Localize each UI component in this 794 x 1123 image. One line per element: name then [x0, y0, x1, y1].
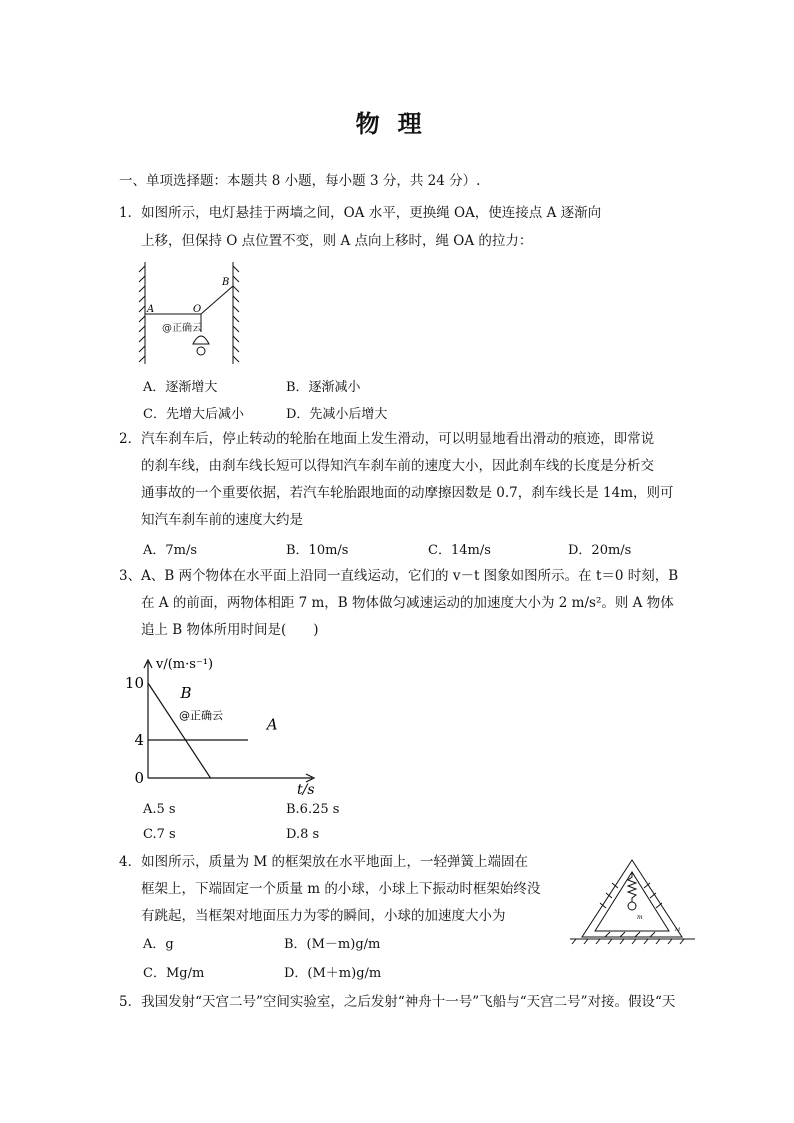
- q3-option-d: D.8 s: [286, 827, 320, 842]
- page-title: 物 理: [355, 109, 427, 138]
- label-o: O: [193, 304, 202, 315]
- q2-option-a: A．7m/s: [143, 543, 198, 558]
- series-line-b: [148, 683, 211, 778]
- q1-line-2: 上移，但保持 O 点位置不变，则 A 点向上移时，绳 OA 的拉力：: [141, 233, 533, 249]
- q1-option-d: D．先减小后增大: [286, 407, 388, 422]
- q3-option-b: B.6.25 s: [286, 802, 340, 817]
- y-axis-label: v/(m·s⁻¹): [156, 657, 214, 672]
- q2-line-3: 通事故的一个重要依据，若汽车轮胎跟地面的动摩擦因数是 0.7，刹车线长是 14m，则可: [141, 485, 674, 501]
- q2-option-b: B．10m/s: [286, 543, 349, 558]
- lamp-bulb: [197, 347, 205, 355]
- vt-chart: [115, 648, 325, 798]
- q2-line-1: 2．汽车刹车后，停止转动的轮胎在地面上发生滑动，可以明显地看出滑动的痕迹，即常说: [119, 431, 655, 447]
- q2-line-2: 的刹车线，由刹车线长短可以得知汽车刹车前的速度大小，因此刹车线的长度是分析交: [141, 458, 654, 474]
- q2-option-c: C．14m/s: [428, 543, 491, 558]
- q4-option-a: A．g: [143, 937, 174, 952]
- q5-line-1: 5．我国发射“天宫二号”空间实验室，之后发射“神舟十一号”飞船与“天宫二号”对接。假设“天: [119, 994, 676, 1010]
- q3-line-1: 3、A、B 两个物体在水平面上沿同一直线运动，它们的 v－t 图象如图所示。在 t＝0 时刻，B: [119, 568, 679, 584]
- q3-line-2: 在 A 的前面，两物体相距 7 m，B 物体做匀减速运动的加速度大小为 2 m/s²。则 A 物体: [141, 595, 674, 611]
- q4-option-b: B．(M－m)g/m: [284, 937, 381, 952]
- section-heading: 一、单项选择题：本题共 8 小题，每小题 3 分，共 24 分）.: [119, 173, 481, 189]
- q4-option-d: D．(M＋m)g/m: [284, 966, 382, 981]
- series-label-a: A: [266, 715, 278, 734]
- label-big-m: M: [675, 927, 681, 933]
- ball: [628, 902, 636, 910]
- q2-option-d: D．20m/s: [568, 543, 632, 558]
- q1-option-b: B．逐渐减小: [286, 380, 361, 395]
- label-a: A: [147, 304, 155, 315]
- watermark: @正确云: [162, 323, 202, 334]
- q1-line-1: 1．如图所示，电灯悬挂于两墙之间，OA 水平，更换绳 OA，使连接点 A 逐渐向: [119, 205, 602, 221]
- q4-figure: [570, 855, 695, 945]
- q3-option-a: A.5 s: [143, 802, 176, 817]
- q3-option-c: C.7 s: [143, 827, 176, 842]
- lamp-shade: [193, 336, 209, 344]
- q2-line-4: 知汽车刹车前的速度大约是: [141, 512, 303, 528]
- chart-axes: [144, 660, 314, 782]
- series-label-b: B: [180, 684, 192, 703]
- q3-line-3: 追上 B 物体所用时间是( ): [141, 622, 319, 638]
- label-b: B: [222, 277, 230, 288]
- label-small-m: m: [637, 914, 643, 921]
- y-tick-label-4: 4: [134, 731, 144, 749]
- x-axis-label: t/s: [297, 782, 315, 798]
- q4-line-3: 有跳起，当框架对地面压力为零的瞬间，小球的加速度大小为: [141, 908, 506, 924]
- y-tick-label-10: 10: [124, 674, 144, 692]
- chart-watermark: @正确云: [179, 709, 223, 722]
- right-wall-hatching: [233, 266, 239, 362]
- q4-option-c: C．Mg/m: [143, 966, 205, 981]
- q1-option-a: A．逐渐增大: [143, 380, 218, 395]
- ground-hatching: [572, 939, 684, 944]
- q4-line-1: 4．如图所示，质量为 M 的框架放在水平地面上，一轻弹簧上端固在: [119, 854, 528, 870]
- left-wall-hatching: [139, 266, 145, 362]
- q1-option-c: C．先增大后减小: [143, 407, 244, 422]
- q1-figure: [135, 258, 250, 368]
- y-tick-label-0: 0: [134, 769, 144, 787]
- q4-line-2: 框架上，下端固定一个质量 m 的小球，小球上下振动时框架始终没: [141, 881, 541, 897]
- rope-ob: [201, 286, 233, 314]
